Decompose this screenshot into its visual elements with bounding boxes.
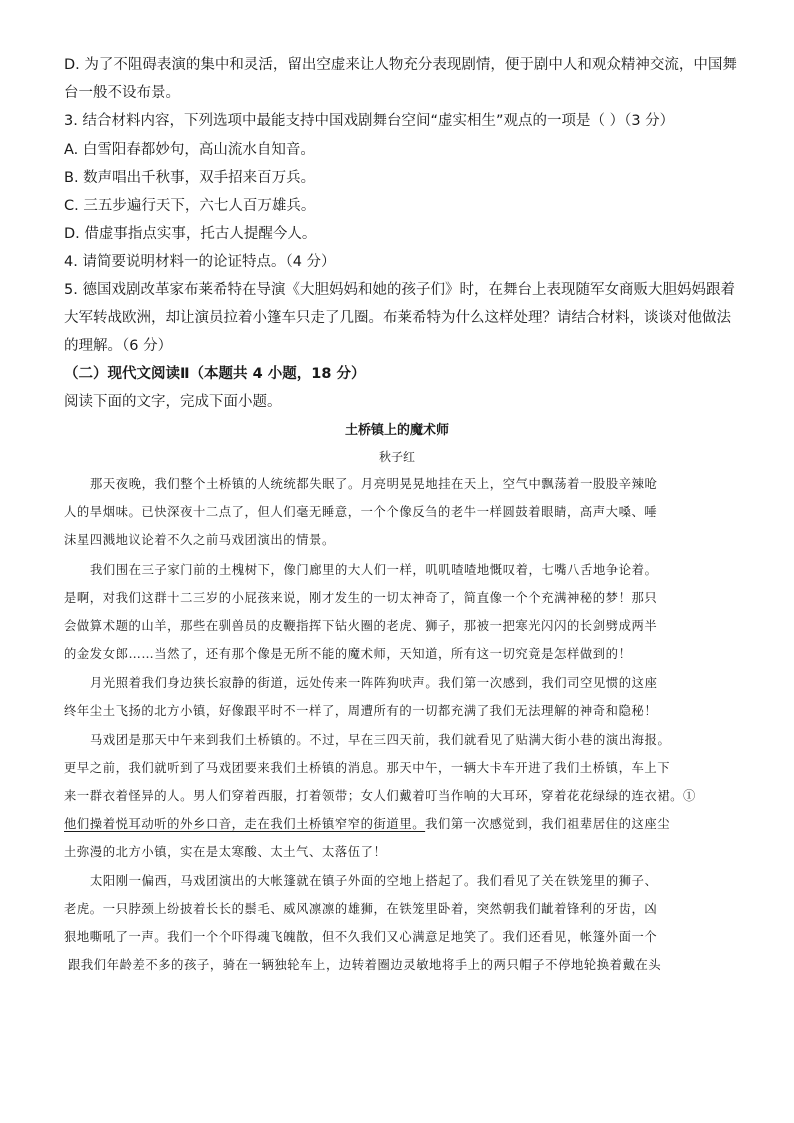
article-p5-line-2: 老虎。一只脖颈上纷披着长长的鬃毛、威风凛凛的雄狮，在铁笼里卧着，突然朝我们龇着锋利的牙齿，凶: [64, 902, 658, 916]
underlined-sentence-1: 他们操着悦耳动听的外乡口音，走在我们土桥镇窄窄的街道里。: [64, 817, 426, 831]
question-3-option-d: D. 借虚事指点实事，托古人提醒今人。: [64, 226, 317, 242]
article-title: 土桥镇上的魔术师: [344, 423, 449, 438]
article-p5-line-3: 狠地嘶吼了一声。我们一个个吓得魂飞魄散，但不久我们又心满意足地笑了。我们还看见，帐篷外面一个: [64, 930, 658, 944]
option-d-line-1: D. 为了不阻碍表演的集中和灵活，留出空虚来让人物充分表现剧情，便于剧中人和观众精神交流，中国舞: [64, 57, 737, 73]
article-p4-line-4: [64, 811, 734, 839]
article-p3-line-2: 终年尘土飞扬的北方小镇，好像跟平时不一样了，周遭所有的一切都充满了我们无法理解的神奇和隐秘！: [64, 704, 658, 718]
article-p2-line-1: 我们围在三子家门前的土槐树下，像门廊里的大人们一样，叽叽喳喳地慨叹着，七嘴八舌地争论着。: [90, 563, 658, 577]
section-instruction: 阅读下面的文字，完成下面小题。: [64, 394, 282, 410]
article-p1-line-3: 沫星四溅地议论着不久之前马戏团演出的情景。: [64, 533, 335, 547]
question-5-line-1: 5. 德国戏剧改革家布莱希特在导演《大胆妈妈和她的孩子们》时，在舞台上表现随军女商贩大胆妈妈跟着: [64, 282, 735, 298]
article-p4-line-2: 更早之前，我们就听到了马戏团要来我们土桥镇的消息。那天中午，一辆大卡车开进了我们土桥镇，车上下: [64, 761, 671, 775]
article-p4-line-1: 马戏团是那天中午来到我们土桥镇的。不过，早在三四天前，我们就看见了贴满大街小巷的演出海报。: [90, 733, 671, 747]
question-3-option-a: A. 白雪阳春都妙句，高山流水自知音。: [64, 142, 315, 158]
option-d-line-2: 台一般不设布景。: [64, 85, 180, 101]
article-p5-line-1: 太阳刚一偏西，马戏团演出的大帐篷就在镇子外面的空地上搭起了。我们看见了关在铁笼里的狮子、: [90, 874, 658, 888]
article-p2-line-3: 会做算术题的山羊，那些在驯兽员的皮鞭指挥下钻火圈的老虎、狮子，那被一把寒光闪闪的长剑劈成两半: [64, 619, 658, 633]
question-3-stem: 3. 结合材料内容，下列选项中最能支持中国戏剧舞台空间“虚实相生”观点的一项是（ ）（3 分）: [64, 113, 675, 129]
article-p5-line-4: 跟我们年龄差不多的孩子，骑在一辆独轮车上，边转着圈边灵敏地将手上的两只帽子不停地轮换着戴在头: [68, 958, 662, 972]
article-p4-line-5: 土弥漫的北方小镇，实在是太寒酸、太土气、太落伍了！: [64, 845, 387, 859]
article-p1-line-1: 那天夜晚，我们整个土桥镇的人统统都失眠了。月亮明晃晃地挂在天上，空气中飘荡着一股股辛辣呛: [90, 477, 658, 491]
article-p1-line-2: 人的旱烟味。已快深夜十二点了，但人们毫无睡意，一个个像反刍的老牛一样圆鼓着眼睛，高声大嗓、唾: [64, 505, 658, 519]
article-p4-line-4-rest: 我们第一次感觉到，我们祖辈居住的这座尘: [425, 817, 671, 831]
question-3-option-b: B. 数声唱出千秋事，双手招来百万兵。: [64, 170, 316, 186]
article-p2-line-4: 的金发女郎……当然了，还有那个像是无所不能的魔术师，天知道，所有这一切究竟是怎样做到的！: [64, 647, 632, 661]
question-5-line-2: 大军转战欧洲，却让演员拉着小篷车只走了几圈。布莱希特为什么这样处理？请结合材料，谈谈对他做法: [64, 310, 731, 326]
question-5-line-3: 的理解。（6 分）: [64, 338, 173, 354]
question-4-stem: 4. 请简要说明材料一的论证特点。（4 分）: [64, 254, 336, 270]
article-p3-line-1: 月光照着我们身边狭长寂静的街道，远处传来一阵阵狗吠声。我们第一次感到，我们司空见惯的这座: [90, 676, 658, 690]
article-p4-line-3: 来一群衣着怪异的人。男人们穿着西服，打着领带；女人们戴着叮当作响的大耳环，穿着花花绿绿的连衣裙。①: [64, 789, 696, 803]
question-3-option-c: C. 三五步遍行天下，六七人百万雄兵。: [64, 198, 316, 214]
article-author: 秋子红: [378, 450, 415, 464]
section-heading: （二）现代文阅读Ⅱ（本题共 4 小题，18 分）: [64, 366, 366, 382]
article-p2-line-2: 是啊，对我们这群十二三岁的小屁孩来说，刚才发生的一切太神奇了，简直像一个个充满神秘的梦！那只: [64, 591, 658, 605]
